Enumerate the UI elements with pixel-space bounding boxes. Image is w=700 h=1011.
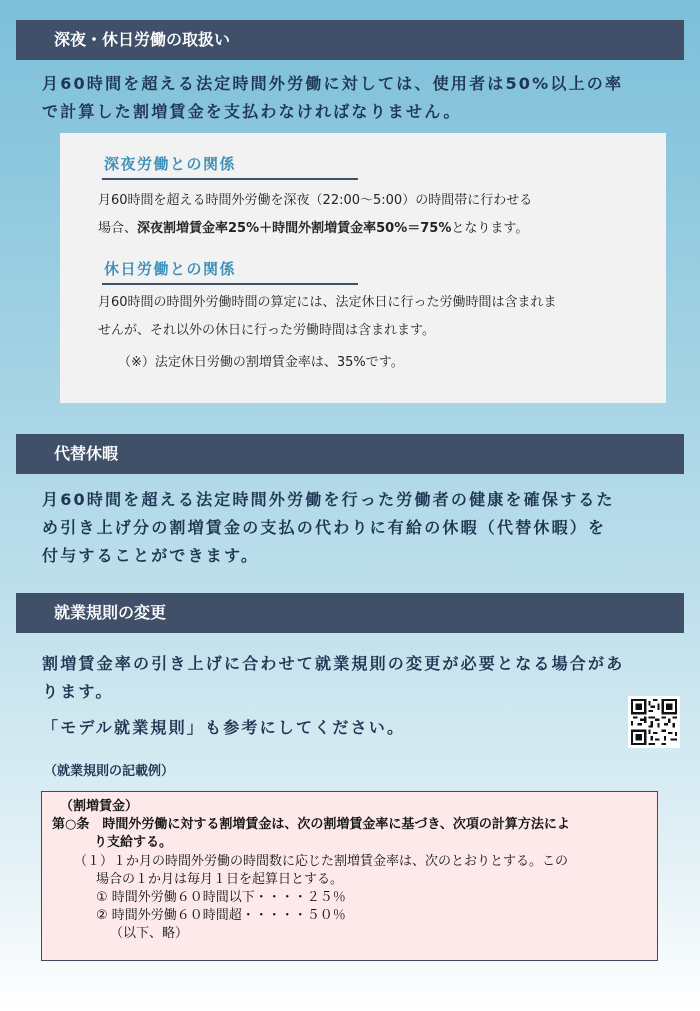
rule-caption: （割増賃金） [60, 799, 139, 814]
rule-rate-60-or-less: ① 時間外労働６０時間以下・・・・２５％ [96, 890, 346, 905]
example-label: （就業規則の記載例） [44, 764, 175, 779]
holiday-work-title: 休日労働との関係 [102, 258, 358, 285]
holiday-work-text [98, 289, 653, 377]
night-work-line2-pre: 場合、 [98, 221, 138, 236]
section-header-substitute-leave: 代替休暇 [16, 434, 684, 474]
night-work-rate-formula: 深夜割増賃金率25%＋時間外割増賃金率50%＝75% [137, 221, 452, 236]
section2-lead [42, 486, 672, 570]
holiday-work-line1: 月60時間の時間外労働時間の算定には、法定休日に行った労働時間は含まれま [98, 295, 557, 310]
section-header-night-holiday: 深夜・休日労働の取扱い [16, 20, 684, 60]
section2-lead-line1: 月60時間を超える法定時間外労働を行った労働者の健康を確保するた [42, 490, 615, 509]
work-rule-example-box [41, 791, 658, 961]
section2-lead-line2: め引き上げ分の割増賃金の支払の代わりに有給の休暇（代替休暇）を [42, 518, 607, 537]
holiday-work-note: （※）法定休日労働の割増賃金率は、35%です。 [118, 355, 404, 370]
night-work-title: 深夜労働との関係 [102, 153, 358, 180]
section1-lead-line2: で計算した割増賃金を支払わなければなりません。 [42, 102, 462, 121]
section-header-work-rules: 就業規則の変更 [16, 593, 684, 633]
holiday-work-line2: せんが、それ以外の休日に行った労働時間は含まれます。 [98, 323, 435, 338]
qr-code-icon[interactable] [628, 696, 680, 748]
section1-lead [42, 70, 672, 126]
section3-lead-line2: ります。 [42, 682, 114, 701]
rule-omitted: （以下、略） [110, 926, 189, 941]
rule-item-line1: （１）１か月の時間外労働の時間数に応じた割増賃金率は、次のとおりとする。この [74, 854, 569, 869]
night-work-line2 [98, 215, 653, 243]
rule-article-line2: り支給する。 [94, 835, 173, 850]
night-work-line2-post: となります。 [451, 221, 529, 236]
section1-lead-line1: 月60時間を超える法定時間外労働に対しては、使用者は50%以上の率 [42, 74, 624, 93]
rule-rate-over-60: ② 時間外労働６０時間超・・・・・５０％ [96, 908, 346, 923]
night-work-text [98, 187, 653, 243]
section3-lead-line3: 「モデル就業規則」も参考にしてください。 [42, 718, 406, 737]
section3-lead [42, 650, 672, 742]
rule-article-line1: 第○条 時間外労働に対する割増賃金は、次の割増賃金率に基づき、次項の計算方法によ [52, 817, 570, 832]
section2-lead-line3: 付与することができます。 [42, 546, 260, 565]
rule-item-line2: 場合の１か月は毎月１日を起算日とする。 [96, 872, 344, 887]
section3-lead-line1: 割増賃金率の引き上げに合わせて就業規則の変更が必要となる場合があ [42, 654, 625, 673]
night-work-line1: 月60時間を超える時間外労働を深夜（22:00～5:00）の時間帯に行わせる [98, 193, 533, 208]
night-holiday-panel [60, 133, 666, 403]
